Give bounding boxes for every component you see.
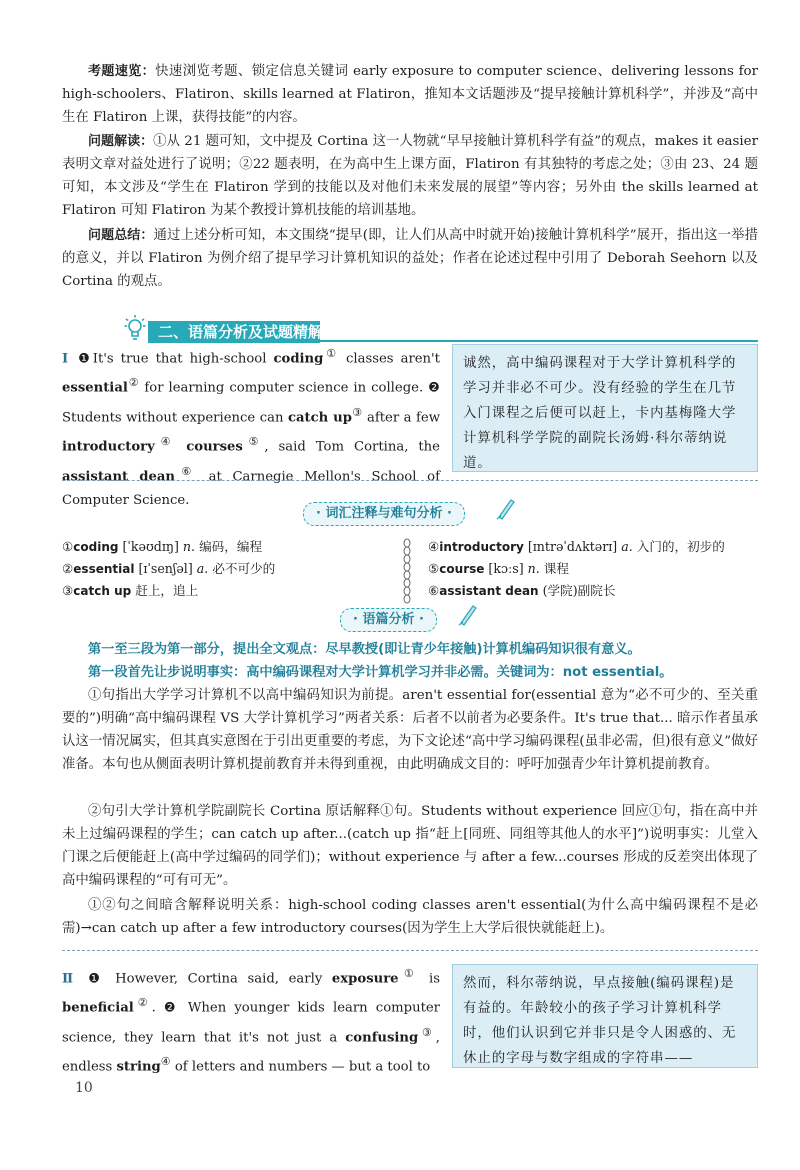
- chain-divider-icon: [402, 538, 412, 604]
- passage-paragraph-1: [62, 342, 440, 513]
- vocab-entry-6: [428, 580, 615, 602]
- text-run: is: [419, 971, 440, 987]
- text-run: [176, 440, 186, 455]
- text-run: , endless: [62, 1030, 440, 1075]
- question-interpretation-paragraph: [62, 130, 758, 222]
- text-run: However, Cortina said, early: [105, 971, 332, 987]
- text-run: .: [151, 1000, 164, 1016]
- vocab-word: essential: [73, 562, 135, 576]
- section-title: 二、语篇分析及试题精解: [158, 323, 324, 341]
- footnote-marker: ①: [323, 347, 339, 360]
- vocab-entry-4: [428, 536, 725, 558]
- vocab-meaning: 课程: [543, 561, 569, 576]
- vocab-number: ②: [62, 561, 74, 576]
- sentence-marker-2: ❷: [428, 380, 440, 396]
- footnote-marker: ①: [398, 967, 420, 980]
- vocab-word-confusing: confusing: [345, 1030, 419, 1046]
- overview-paragraph: [62, 60, 758, 129]
- footnote-marker: ③: [418, 1025, 436, 1039]
- vocab-entry-5: [428, 558, 569, 580]
- overview-label: 考题速览：: [88, 64, 156, 79]
- pen-icon: [496, 496, 516, 520]
- vocab-word-introductory: introductory: [62, 439, 155, 455]
- translation-box-2: 然而，科尔蒂纳说，早点接触(编码课程)是有益的。年龄较小的孩子学习计算机科学时，他们认识到它并非只是令人困惑的、无休止的字母与数字组成的字符串——: [452, 964, 758, 1068]
- footnote-marker: ④: [154, 435, 177, 449]
- vocab-pos: n.: [182, 539, 196, 554]
- vocab-ipa: [ɪˈsenʃəl]: [138, 561, 193, 576]
- vocab-number: ①: [62, 539, 74, 554]
- vocab-word: coding: [73, 540, 119, 554]
- divider: [62, 950, 758, 951]
- vocab-entry-1: [62, 536, 262, 558]
- vocab-meaning: 编码，编程: [199, 539, 263, 554]
- vocab-word-beneficial: beneficial: [62, 1000, 134, 1016]
- analysis-paragraph-2: ②句引大学计算机学院副院长 Cortina 原话解释①句。Students without experience 回应①句，指在高中并未上过编码课程的学生；can catch up after...(catch up 指“赶上[同班、同组等其他人的水平]”)说明事实：儿堂入门课之后便能赶上(高中学过编码的同学们)；without experience 与 after a few...courses 形成的反差突出体现了高中编码课程的“可有可无”。: [62, 804, 758, 888]
- vocab-word: course: [439, 562, 485, 576]
- vocab-ipa: [ˈkəʊdɪŋ]: [122, 539, 179, 554]
- vocab-word-courses: courses: [186, 439, 243, 455]
- footnote-marker: ⑤: [242, 435, 265, 449]
- vocab-meaning: (学院)副院长: [542, 583, 616, 598]
- text-run: It's true that high-school: [92, 351, 274, 367]
- analysis-paragraph-1: ①句指出大学学习计算机不以高中编码知识为前提。aren't essential for(essential 意为“必不可少的、至关重要的”)明确“高中编码课程 VS 大学计算机学习”两者关系：后者不以前者为必要条件。It's true that... 暗示作者虽承认这一情况属实，但其真实意图在于引出更重要的考虑，为下文论述“高中学习编码课程(虽非必需，但)很有意义”做好准备。本句也从侧面表明计算机提前教育并未得到重视，由此明确成文目的：呼吁加强青少年计算机提前教育。: [62, 688, 758, 772]
- question-summary-paragraph: [62, 224, 758, 293]
- footnote-marker: ②: [133, 996, 152, 1010]
- text-run: for learning computer science in college.: [139, 380, 429, 396]
- text-run: classes aren't: [338, 351, 440, 367]
- translation-box-1: 诚然，高中编码课程对于大学计算机科学的学习并非必不可少。没有经验的学生在几节入门课程之后便可以赶上，卡内基梅隆大学计算机科学学院的副院长汤姆·科尔蒂纳说道。: [452, 344, 758, 472]
- vocab-section-title: · 词汇注释与难句分析 ·: [303, 502, 465, 526]
- vocab-pos: a.: [621, 539, 633, 554]
- analysis-paragraph-3: ①②句之间暗含解释说明关系：high-school coding classes aren't essential(为什么高中编码课程不是必需)→can catch up after a few introductory courses(因为学生上大学后很快就能赶上)。: [62, 898, 758, 936]
- footnote-marker: ④: [160, 1055, 171, 1069]
- vocab-word: assistant dean: [439, 584, 539, 598]
- analysis-section-title: · 语篇分析 ·: [340, 608, 437, 632]
- summary-label: 问题总结：: [88, 228, 154, 243]
- vocab-meaning: 必不可少的: [212, 561, 276, 576]
- vocab-number: ③: [62, 583, 74, 598]
- vocab-ipa: [ɪntrəˈdʌktərɪ]: [527, 539, 618, 554]
- vocab-word: catch up: [73, 584, 132, 598]
- vocab-entry-3: [62, 580, 198, 602]
- vocab-word-string: string: [116, 1059, 161, 1075]
- vocab-ipa: [kɔːs]: [488, 561, 524, 576]
- vocab-number: ⑥: [428, 583, 440, 598]
- text-run: at Carnegie Mellon's School of Computer Science.: [62, 468, 440, 508]
- footnote-marker: ⑥: [175, 464, 198, 478]
- text-run: after a few: [362, 410, 441, 426]
- page-number: 10: [75, 1080, 93, 1096]
- text-run: , said Tom Cortina, the: [264, 439, 440, 455]
- text-run: of letters and numbers — but a tool to: [170, 1059, 431, 1075]
- overview-text: 快速浏览考题、锁定信息关键词 early exposure to computer science、delivering lessons for high-schoolers、Flatiron、skills learned at Flatiron，推知本文话题涉及“提早接触计算机科学”，并涉及“高中生在 Flatiron 上课，获得技能”的内容。: [62, 64, 758, 125]
- lightbulb-icon: [124, 314, 146, 342]
- paragraph-number-2: Ⅱ: [62, 971, 79, 987]
- sentence-marker-1: ❶: [88, 971, 106, 987]
- vocab-meaning: 赶上，追上: [135, 583, 199, 598]
- vocab-pos: n.: [527, 561, 540, 576]
- vocab-word-catch-up: catch up: [287, 410, 352, 426]
- text-run: Students without experience can: [62, 410, 288, 426]
- footnote-marker: ②: [127, 376, 140, 390]
- interpretation-label: 问题解读：: [88, 134, 154, 149]
- vocab-entry-2: [62, 558, 275, 580]
- vocab-meaning: 入门的，初步的: [636, 539, 725, 554]
- interpretation-text: ①从 21 题可知，文中提及 Cortina 这一人物就“早早接触计算机科学有益”的观点，makes it easier 表明文章对益处进行了说明；②22 题表明，在为高中生上课方面，Flatiron 有其独特的考虑之处；③由 23、24 题可知，本文涉及“学生在 Flatiron 学到的技能以及对他们未来发展的展望”等内容；另外由 the skills learned at Flatiron 可知 Flatiron 为某个教授计算机技能的培训基地。: [62, 134, 758, 218]
- analysis-heading-1: 第一至三段为第一部分，提出全文观点：尽早教授(即让青少年接触)计算机编码知识很有意义。: [88, 642, 641, 657]
- vocab-pos: a.: [196, 561, 209, 576]
- sentence-marker-2: ❷: [163, 1000, 180, 1016]
- analysis-heading-2: 第一段首先让步说明事实：高中编码课程对大学计算机学习并非必需。关键词为：not essential。: [88, 665, 673, 680]
- summary-text: 通过上述分析可知，本文围绕“提早(即，让人们从高中时就开始)接触计算机科学”展开，指出这一举措的意义，并以 Flatiron 为例介绍了提早学习计算机知识的益处；作者在论述过程中引用了 Deborah Seehorn 以及 Cortina 的观点。: [62, 228, 758, 289]
- section-header: [62, 312, 758, 342]
- pen-icon: [458, 602, 478, 626]
- passage-paragraph-2: [62, 962, 440, 1080]
- vocab-word-assistant-dean: assistant dean: [62, 468, 175, 484]
- vocab-number: ④: [428, 539, 440, 554]
- vocab-word-essential: essential: [62, 380, 128, 396]
- divider: [62, 480, 758, 481]
- vocab-word: introductory: [439, 540, 524, 554]
- paragraph-number-1: Ⅰ: [62, 351, 72, 367]
- vocab-number: ⑤: [428, 561, 440, 576]
- sentence-marker-1: ❶: [78, 351, 93, 367]
- vocab-word-coding: coding: [273, 351, 324, 367]
- text-run: When younger kids learn computer science, they learn that it's not just a: [62, 1000, 440, 1046]
- footnote-marker: ③: [351, 405, 363, 419]
- vocab-word-exposure: exposure: [331, 971, 399, 987]
